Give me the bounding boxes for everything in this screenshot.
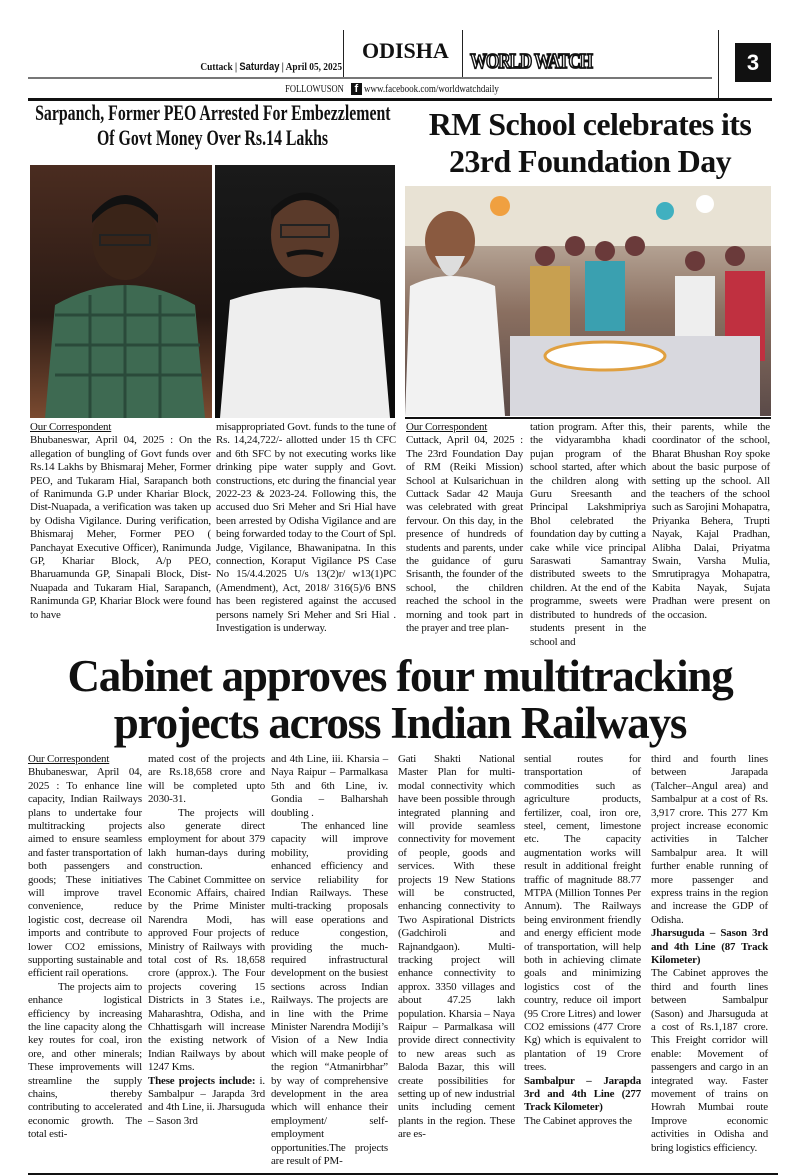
rail-column-2 <box>148 753 265 1128</box>
dateline: Cuttack | Saturday | April 05, 2025 <box>200 61 342 73</box>
rail-column-4 <box>398 753 515 1142</box>
rail-column-6 <box>651 753 768 1155</box>
headline-line: Cabinet approves four multitracking <box>67 650 733 701</box>
article-text: their parents, while the coordinator of the school, Bharat Bhushan Roy spoke about the basic purpose of setting up the school. All the teachers of the school such as Sarojini Mohapatra, Priyanka Behera, Trupti Nayak, Kajal Pradhan, Alibha Dalai, Priyatma Swain, Varsha Mulia, Smrutipragya Mohapatra, Kabita Nayak, Sujata Pradhan were present on the occasion. <box>652 421 770 621</box>
article-text: Cuttack, April 04, 2025 : The 23rd Foundation Day of RM (Reiki Mission) School at Kulsarichuan in Cuttack Sadar 42 Mauja was celebrated with great fervour. On this day, in the presence of hundreds of students and parents, under the guidance of guru Srisanth, the founder of the school, the children reached the school in the morning and took part in the prayer and tree plan- <box>406 434 523 635</box>
sarpanch-column-1 <box>30 421 211 622</box>
facebook-link[interactable]: www.facebook.com/worldwatchdaily <box>363 83 499 95</box>
headline-line: 23rd Foundation Day <box>449 143 731 179</box>
article-text: Bhubaneswar, April 04, 2025 : To enhance line capacity, Indian Railways plans to undertake four multitracking projects aimed to ensure seamless and faster transportation of both passengers and goods; These initiatives will improve travel convenience, reduce logistic cost, decrease oil imports and contribute to lower CO2 emissions, supporting sustainable and efficient rail operations. <box>28 766 142 980</box>
page-body <box>0 421 800 1175</box>
divider <box>718 30 719 98</box>
divider <box>343 30 344 78</box>
divider <box>462 30 463 78</box>
headline-line: RM School celebrates its <box>428 106 752 142</box>
headline-line: Sarpanch, Former PEO Arrested For Embezzlement <box>35 100 391 125</box>
subheading: Sambalpur – Jarapda 3rd and 4th Line (277 Track Kilometer) <box>524 1074 641 1114</box>
article-text: misappropriated Govt. funds to the tune of Rs. 14,24,722/- allotted under 15 th CFC and 6th SFC by not executing works like drinking pipe water supply and Govt. constructions, etc during the financial year 2022-23 & 2023-24. Following this, the accused duo Sri Meher and Sri Hial have been arrested by Odisha Vigilance and are being forwarded today to the Court of Spl. Judge, Vigilance, Bhawanipatna. In this connection, Koraput Vigilance PS Case No 15/4.4.2025 U/s 13(2)r/ w13(1)PC (Amendment), Act, 2018/ 316(5)/6 BNS has been registered against the accused persons namely Sri Meher and Sri Hial . Investigation is underway. <box>216 421 396 635</box>
facebook-icon: f <box>351 83 362 95</box>
article-text: third and fourth lines between Jarapada (Talcher–Angul area) and Sambalpur at a cost of Rs. 3,917 crore. This 277 Km project increase economic activities in Talcher Sambalpur area. It will further enable running of more passenger and express trains in the region and increase the GDP of Odisha. <box>651 752 768 926</box>
sarpanch-column-2 <box>216 421 396 636</box>
article-text: Gati Shakti National Master Plan for multi-modal connectivity which have been possible through integrated planning and will provide seamless connectivity for movement of people, goods and services. With these projects 19 New Stations will be constructed, enhancing connectivity to Two Aspirational Districts (Gadchiroli and Rajnandgaon). Multi-tracking project will enhance connectivity to approx. 3350 villages and about 47.25 lakh population. Kharsia – Naya Raipur – Parmalkasa will provide direct connectivity to new areas such as Baloda Bazar, this will create possibilities for setting up of new industrial units including cement plants in the region. These are es- <box>398 752 515 1141</box>
photo-foundation-day <box>405 186 771 416</box>
railways-headline <box>0 650 800 748</box>
article-text: mated cost of the projects are Rs.18,658 crore and will be completed upto 2030-31. <box>148 752 265 806</box>
rm-school-headline <box>400 106 780 180</box>
byline: Our Correspondent <box>30 421 112 433</box>
photo-accused-meher <box>30 165 212 418</box>
rm-column-3 <box>652 421 770 622</box>
photo-accused-hial <box>215 165 395 418</box>
rail-column-1 <box>28 753 142 1142</box>
dateline-city: Cuttack <box>200 61 233 73</box>
section-title: ODISHA <box>362 38 449 63</box>
world-watch-logo <box>470 42 592 76</box>
rail-column-3 <box>271 753 388 1169</box>
rm-column-1 <box>406 421 523 636</box>
article-text: and 4th Line, iii. Kharsia – Naya Raipur – Parmalkasa 5th and 6th Line, iv. Gondia – Balharshah doubling . <box>271 752 388 819</box>
follow-label: FOLLOWUSON <box>285 83 344 95</box>
article-text: The projects aim to enhance logistical efficiency by increasing the line capacity along the key routes for coal, iron ore, and other minerals; These improvements will streamline the supply chains, thereby contributing to accelerated economic growth. The total esti- <box>28 980 142 1141</box>
headline-line: projects across Indian Railways <box>113 697 687 748</box>
photo-rule <box>405 417 771 419</box>
byline: Our Correspondent <box>406 421 488 433</box>
top-stories-text <box>0 421 800 649</box>
svg-text:WORLD WATCH: WORLD WATCH <box>470 50 592 74</box>
subheading: These projects include: <box>148 1074 256 1087</box>
railways-text <box>0 753 800 1169</box>
article-text: tation program. After this, the vidyarambha khadi pujan program of the school started, after which the children along with Guru Sreesanth and Principal Lakshmipriya Bhol celebrated the foundation day by cutting a cake while vice principal Saraswati Samantray distributed sweets to the children. At the end of the programme, sweets were distributed to hundreds of students present in the school and <box>530 421 646 648</box>
article-text: Bhubaneswar, April 04, 2025 : On the allegation of bungling of Govt funds over Rs.14 Lakhs by Bhismaraj Meher, Former PEO, and Tukaram Hial, Sarapanch both of Ranimunda G.P under Khariar Block, Dist-Nuapada, a verification was taken up by Odisha Vigilance. During verification, Bhismaraj Meher, Former PEO ( Panchayat Executive Officer), Ranimunda GP, Khariar Block, A/p PEO, Bharuamunda GP, Sinapali Block, Dist- Nuapada and Tukaram Hial, Sarapanch, Ranimunda GP, Khariar Block were found to have <box>30 434 211 621</box>
rail-column-5 <box>524 753 641 1128</box>
article-text: The Cabinet approves the third and fourth lines between Sambalpur (Sason) and Jharsuguda at a cost of Rs.1,187 crore. This Freight corridor will enable: Movement of passengers and cargo in an integrated way. Faster movement of trains on Howrah Mumbai route Improve economic activities in Odisha and bring logistics efficiency. <box>651 967 768 1154</box>
headline-line: Of Govt Money Over Rs.14 Lakhs <box>97 125 329 150</box>
follow-us[interactable] <box>280 83 514 95</box>
byline: Our Correspondent <box>28 752 110 765</box>
subheading: Jharsuguda – Sason 3rd and 4th Line (87 Track Kilometer) <box>651 927 768 966</box>
article-text: The Cabinet approves the <box>524 1114 632 1127</box>
article-text: sential routes for transportation of commodities such as agriculture products, fertilizer, coal, iron ore, steel, cement, limestone etc. The capacity augmentation works will result in additional freight traffic of magnitude 88.77 MTPA (Million Tonnes Per Annum). The Railways being environment friendly and energy efficient mode of transportation, will help both in achieving climate goals and minimizing logistics cost of the country, reduce oil import (95 Crore Litres) and lower CO2 emissions (477 Crore Kg) which is equivalent to plantation of 19 Crore trees. <box>524 752 641 1074</box>
sarpanch-headline <box>28 100 398 150</box>
masthead-rule <box>28 77 712 79</box>
dateline-day: Saturday <box>239 61 280 73</box>
article-text: The enhanced line capacity will improve mobility, providing enhanced efficiency and service reliability for Indian Railways. These multi-tracking proposals will ease operations and reduce congestion, providing the much-required infrastructural development on the busiest sections across Indian Railways. The projects are in line with the Prime Minister Narendra Modiji’s Vision of a New India which will make people of the region “Atmanirbhar” by way of comprehensive development in the area which will enhance their employment/ self-employment opportunities.The projects are result of PM- <box>271 819 388 1168</box>
article-text: i. Sambalpur – Jarapda 3rd and 4th Line, ii. Jharsuguda – Sason 3rd <box>148 1074 265 1127</box>
dateline-date: April 05, 2025 <box>285 61 342 73</box>
bottom-rule <box>28 1173 778 1175</box>
page-number: 3 <box>735 43 771 82</box>
rm-column-2 <box>530 421 646 649</box>
article-text: The projects will also generate direct employment for about 379 lakh human-days during construction. <box>148 806 265 873</box>
article-text: The Cabinet Committee on Economic Affairs, chaired by the Prime Minister Narendra Modi, has approved Four projects of Ministry of Railways with total cost of Rs. 18,658 crore (approx.). The Four projects covering 15 Districts in 3 States i.e., Maharashtra, Odisha, and Chhattisgarh will increase the existing network of Indian Railways by about 1247 Kms. <box>148 873 265 1074</box>
